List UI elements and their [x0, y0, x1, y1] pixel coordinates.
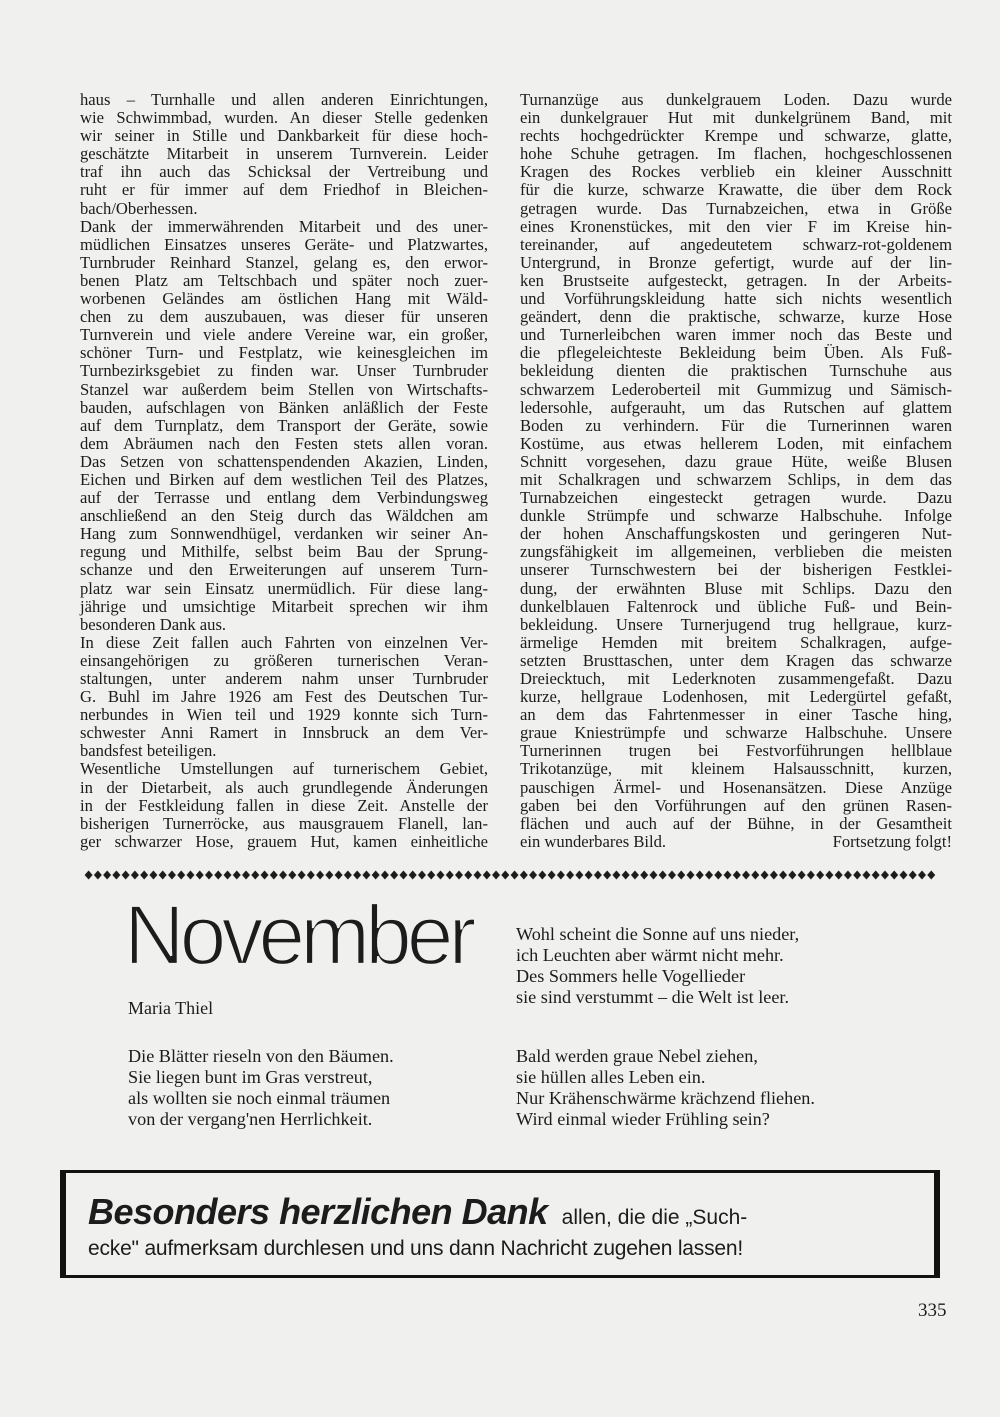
text-line: bisherigen Turnerröcke, aus mausgrauem Flanell, lan- [80, 813, 488, 833]
text-line: ledersohle, aufgerauht, um das Rutschen auf glattem [520, 397, 952, 417]
thanks-text: ecke" aufmerksam durchlesen und uns dann Nachricht zugehen lassen! [88, 1237, 743, 1260]
text-line: schöner Turn- und Festplatz, wie keinesgleichen im [80, 343, 488, 363]
poem-line: von der vergang'nen Herrlichkeit. [128, 1109, 373, 1129]
text-line: einsangehörigen zu größeren turnerischen Veran- [80, 650, 488, 670]
text-line: Boden zu verhindern. Für die Turnerinnen waren [520, 415, 952, 435]
poem-title: November [124, 888, 472, 982]
poem-line: Sie liegen bunt im Gras verstreut, [128, 1067, 373, 1087]
text-line: bekleidung. Unsere Turnerjugend trug hellgraue, kurz- [520, 614, 952, 634]
text-line: Turnabzeichen eingesteckt getragen wurde. Dazu [520, 488, 952, 508]
diamond-divider [84, 870, 936, 880]
text-line-end: ein wunderbares Bild. [520, 831, 667, 851]
text-line: Kostüme, aus etwas hellerem Loden, mit einfachem [520, 433, 952, 453]
text-line: chen zu dem auszubauen, was dieser für unseren [80, 307, 488, 327]
text-line [520, 833, 952, 851]
text-line: graue Kniestrümpfe und schwarze Halbschuhe. Unsere [520, 723, 952, 743]
text-line: gaben bei den Vorführungen auf den grünen Rasen- [520, 795, 952, 815]
text-line: eines Kronenstückes, mit den vier F im Kreise hin- [520, 216, 952, 236]
poem-line: Wohl scheint die Sonne auf uns nieder, [516, 924, 800, 944]
poem-stanza [516, 924, 799, 1008]
text-line: bekleidung dienten die praktischen Turnschuhe aus [520, 361, 952, 381]
text-line: Stanzel war außerdem beim Stellen von Wirtschafts- [80, 379, 488, 399]
text-line: und Turnerleibchen waren immer noch das Beste und [520, 325, 952, 345]
text-line: tereinander, auf angedeutetem schwarz-rot-goldenem [520, 234, 952, 254]
poem-line: sie sind verstummt – die Welt ist leer. [516, 987, 789, 1007]
text-line: benen Platz am Teltschbach und später noch zuer- [80, 270, 488, 290]
poem-line: Die Blätter rieseln von den Bäumen. [128, 1046, 394, 1066]
text-line: dunkle Strümpfe und schwarze Halbschuhe. Infolge [520, 506, 952, 526]
text-line: Turnanzüge aus dunkelgrauem Loden. Dazu wurde [520, 90, 952, 109]
text-line: flächen und auch auf der Bühne, in der Gesamtheit [520, 813, 952, 833]
text-line: Untergrund, in Bronze gefertigt, wurde auf der lin- [520, 252, 952, 272]
text-line: bach/Oberhessen. [80, 198, 198, 218]
text-line: dem Abräumen nach den Festen stets allen voran. [80, 433, 488, 453]
poem-line: ich Leuchten aber wärmt nicht mehr. [516, 945, 784, 965]
thanks-text: allen, die die „Such- [561, 1206, 748, 1229]
poem-line: Bald werden graue Nebel ziehen, [516, 1046, 758, 1066]
text-line: worbenen Geländes am östlichen Hang mit Wäld- [80, 289, 488, 309]
text-line: schwester Anni Ramert in Innsbruck an dem Ver- [80, 723, 488, 743]
text-line: in der Festkleidung fallen in diese Zeit. Anstelle der [80, 795, 488, 815]
text-line: für die kurze, schwarze Krawatte, die über dem Rock [520, 180, 952, 200]
text-line: In diese Zeit fallen auch Fahrten von einzelnen Ver- [80, 632, 488, 652]
text-line: wie Schwimmbad, wurden. An dieser Stelle gedenken [80, 108, 488, 128]
text-line: an dem das Fahrtenmesser in einer Tasche hing, [520, 705, 952, 725]
poem-stanza [516, 1046, 815, 1130]
page-number: 335 [918, 1300, 947, 1321]
text-line: dunkelblauen Faltenrock und übliche Fuß- und Bein- [520, 596, 952, 616]
article-left-column [80, 91, 488, 851]
text-line: Dreiecktuch, mit Lederknoten zusammengefaßt. Dazu [520, 669, 952, 688]
text-line: hohe Schuhe getragen. Im flachen, hochgeschlossenen [520, 144, 952, 164]
text-line: dung, der erwähnten Bluse mit Schlips. Dazu den [520, 578, 952, 598]
text-line: besonderen Dank aus. [80, 614, 227, 634]
poem-stanza [128, 1046, 394, 1130]
text-line: Wesentliche Umstellungen auf turnerischem Gebiet, [80, 759, 488, 779]
thanks-notice-box [60, 1170, 940, 1278]
poem-line: Nur Krähenschwärme krächzend fliehen. [516, 1088, 815, 1108]
article-right-column [520, 91, 952, 851]
text-line: bauden, aufschlagen von Bänken anläßlich der Feste [80, 397, 488, 417]
text-line: traf ihn auch das Schicksal der Vertreibung und [80, 162, 488, 182]
text-line: schwarzem Lederoberteil mit Gummizug und Sämisch- [520, 379, 952, 399]
text-line: staltungen, unter anderem nahm unser Turnbruder [80, 669, 488, 688]
thanks-line-1 [88, 1191, 747, 1233]
text-line: ken Brustseite aufgesteckt, getragen. In der Arbeits- [520, 270, 952, 290]
text-line: Trikotanzüge, mit kleinem Halsausschnitt, kurzen, [520, 759, 952, 779]
text-line: Das Setzen von schattenspendenden Akazien, Linden, [80, 451, 488, 471]
text-line: unserer Turnschwestern bei der bisherigen Festklei- [520, 560, 952, 580]
text-line: auf der Terrasse und entlang dem Verbindungsweg [80, 488, 488, 508]
text-line: regung und Mithilfe, selbst beim Bau der Sprung- [80, 542, 488, 562]
text-line: auf dem Turnplatz, dem Transport der Geräte, sowie [80, 415, 488, 435]
text-line: schanze und den Erweiterungen auf unserem Turn- [80, 560, 488, 580]
text-line: G. Buhl im Jahre 1926 am Fest des Deutschen Tur- [80, 687, 488, 707]
text-line: zungsfähigkeit im allgemeinen, verblieben die meisten [520, 542, 952, 562]
text-line: in der Dietarbeit, als auch grundlegende Änderungen [80, 777, 488, 797]
text-line: haus – Turnhalle und allen anderen Einrichtungen, [80, 90, 488, 109]
text-line: jährige und umsichtige Mitarbeit sprechen wir ihm [80, 596, 488, 616]
text-line: ärmelige Hemden mit breitem Schalkragen, aufge- [520, 632, 952, 652]
text-line: Hang zum Sonnwendhügel, verdanken wir seiner An- [80, 524, 488, 544]
text-line: ruht er für immer auf dem Friedhof in Bleichen- [80, 180, 488, 200]
text-line: platz war sein Einsatz unermüdlich. Für diese lang- [80, 578, 488, 598]
thanks-headline: Besonders herzlichen Dank [88, 1191, 548, 1232]
text-line: ein dunkelgrauer Hut mit dunkelgrünem Band, mit [520, 108, 952, 128]
text-line: geschätzte Mitarbeit in unserem Turnverein. Leider [80, 144, 488, 164]
text-line: bandsfest beteiligen. [80, 741, 217, 761]
poem-line: Des Sommers helle Vogellieder [516, 966, 746, 986]
text-line: nerbundes in Wien teil und 1929 konnte sich Turn- [80, 705, 488, 725]
poem-line: sie hüllen alles Leben ein. [516, 1067, 706, 1087]
text-line: geändert, denn die praktische, schwarze, kurze Hose [520, 307, 952, 327]
poem-line: Wird einmal wieder Frühling sein? [516, 1109, 770, 1129]
text-line: mit Schalkragen und schwarzem Schlips, in dem das [520, 469, 952, 489]
text-line: pauschigen Ärmel- und Hosenansätzen. Diese Anzüge [520, 777, 952, 797]
text-line: Kragen des Rockes verblieb ein kleiner Ausschnitt [520, 162, 952, 182]
text-line: müdlichen Einsatzes unseres Geräte- und Platzwartes, [80, 234, 488, 254]
text-line: Turnerinnen trugen bei Festvorführungen hellblaue [520, 741, 952, 761]
text-line: und Vorführungskleidung hatte sich nichts wesentlich [520, 289, 952, 309]
text-line: rechts hochgedrückter Krempe und schwarze, glatte, [520, 126, 952, 146]
text-line: Turnbruder Reinhard Stanzel, gelang es, den erwor- [80, 252, 488, 272]
text-line: setzten Brusttaschen, unter dem Kragen das schwarze [520, 650, 952, 670]
text-line: der hohen Anschaffungskosten und geringeren Nut- [520, 524, 952, 544]
poem-author: Maria Thiel [128, 998, 214, 1018]
text-line: Dank der immerwährenden Mitarbeit und des uner- [80, 216, 488, 236]
text-line: getragen wurde. Das Turnabzeichen, etwa in Größe [520, 198, 952, 218]
continuation-note: Fortsetzung folgt! [832, 831, 952, 851]
text-line: anschließend an den Steig durch das Wäldchen am [80, 506, 488, 526]
text-line: Eichen und Birken auf dem westlichen Teil des Platzes, [80, 469, 488, 489]
text-line: kurze, hellgraue Lodenhosen, mit Ledergürtel gefaßt, [520, 687, 952, 707]
text-line: die pflegeleichteste Bekleidung beim Üben. Als Fuß- [520, 343, 952, 363]
poem-line: als wollten sie noch einmal träumen [128, 1088, 391, 1108]
text-line: ger schwarzer Hose, grauem Hut, kamen einheitliche [80, 831, 488, 851]
text-line: Turnverein und viele andere Vereine war, ein großer, [80, 325, 488, 345]
text-line: wir seiner in Stille und Dankbarkeit für diese hoch- [80, 126, 488, 146]
text-line: Schnitt vorgesehen, dazu graue Hüte, weiße Blusen [520, 451, 952, 471]
text-line: Turnbezirksgebiet zu finden war. Unser Turnbruder [80, 361, 488, 381]
